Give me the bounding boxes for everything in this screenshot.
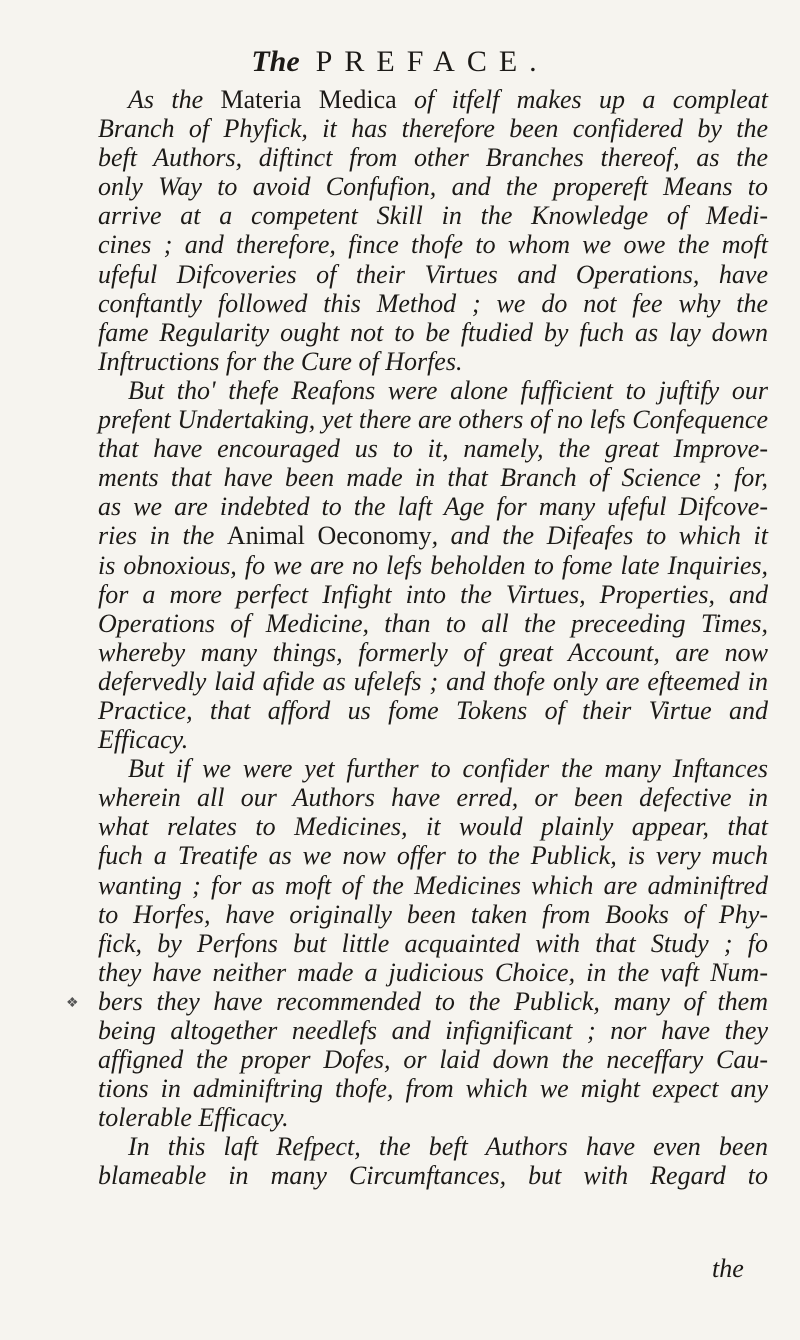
text-line [98, 841, 768, 870]
italic-text: beft Authors, diftinct from other Branches thereof, as the [98, 143, 768, 173]
text-line [98, 405, 768, 434]
text-line [98, 1161, 768, 1190]
text-line [98, 812, 768, 841]
italic-text: being altogether needlefs and infignificant ; nor have they [98, 1016, 768, 1045]
text-line [98, 900, 768, 929]
roman-text: Animal Oeconomy [226, 521, 432, 551]
italic-text: , and the Difeafes to which it [431, 521, 768, 551]
text-line [98, 609, 768, 638]
italic-text: cines ; and therefore, fince thofe to whom we owe the moft [98, 230, 768, 260]
text-line [98, 1132, 768, 1161]
text-line [98, 580, 768, 609]
italic-text: ries in the [98, 521, 227, 551]
text-line [98, 754, 768, 783]
italic-text: In this laft Refpect, the beft Authors have even been [128, 1132, 768, 1162]
text-line [98, 289, 768, 318]
italic-text: for a more perfect Infight into the Virtues, Properties, and [98, 579, 768, 609]
text-line [98, 114, 768, 143]
italic-text: Branch of Phyfick, it has therefore been confidered by the [98, 114, 768, 144]
text-line [98, 521, 768, 550]
text-line [98, 318, 768, 347]
text-line [98, 85, 768, 114]
text-line [98, 492, 768, 521]
roman-text: Materia Medica [220, 85, 397, 114]
italic-text: fick, by Perfons but little acquainted with that Study ; fo [98, 928, 768, 958]
running-head [0, 44, 800, 80]
text-line [98, 463, 768, 492]
text-line [98, 987, 768, 1016]
text-line [98, 1045, 768, 1074]
italic-text: fame Regularity ought not to be ftudied by fuch as lay down [98, 317, 768, 347]
text-line [98, 347, 768, 376]
italic-text: ufeful Difcoveries of their Virtues and Operations, have [98, 259, 768, 289]
text-line [98, 667, 768, 696]
text-line [98, 1074, 768, 1103]
margin-mark-decoration: ❖ [66, 995, 79, 1011]
italic-text: But tho' thefe Reafons were alone fufficient to juftify our [128, 375, 768, 405]
running-head-the: The [251, 45, 300, 78]
text-line [98, 958, 768, 987]
text-line [98, 1103, 768, 1132]
text-line [98, 725, 768, 754]
text-line [98, 376, 768, 405]
italic-text: defervedly laid afide as ufelefs ; and thofe only are efteemed in [98, 666, 768, 696]
italic-text: But if we were yet further to confider the many Inftances [128, 754, 768, 784]
italic-text: only Way to avoid Confufion, and the propereft Means to [98, 172, 768, 202]
catchword: the [712, 1254, 744, 1283]
italic-text: as we are indebted to the laft Age for many ufeful Difcove- [98, 492, 768, 522]
text-line [98, 551, 768, 580]
text-line [98, 143, 768, 172]
italic-text: Inftructions for the Cure of Horfes. [98, 346, 463, 376]
italic-text: whereby many things, formerly of great Account, are now [98, 637, 768, 667]
italic-text: arrive at a competent Skill in the Knowledge of Medi- [98, 201, 768, 231]
text-line [98, 929, 768, 958]
italic-text: wherein all our Authors have erred, or been defective in [98, 783, 768, 813]
text-line [98, 230, 768, 259]
italic-text: to Horfes, have originally been taken from Books of Phy- [98, 899, 768, 929]
italic-text: Efficacy. [98, 725, 189, 755]
text-line [98, 172, 768, 201]
text-line [98, 783, 768, 812]
text-line [98, 434, 768, 463]
text-line [98, 201, 768, 230]
italic-text: fuch a Treatife as we now offer to the Publick, is very much [98, 841, 768, 871]
text-line [98, 1016, 768, 1045]
italic-text: As the [128, 85, 221, 114]
italic-text: ments that have been made in that Branch of Science ; for, [98, 463, 768, 493]
italic-text: Practice, that afford us fome Tokens of their Virtue and [98, 695, 768, 725]
italic-text: that have encouraged us to it, namely, the great Improve- [98, 434, 768, 464]
text-line [98, 260, 768, 289]
italic-text: wanting ; for as moft of the Medicines which are adminiftred [98, 870, 768, 900]
italic-text: of itfelf makes up a compleat [396, 85, 768, 114]
text-line [98, 871, 768, 900]
running-head-preface: PREFACE. [315, 45, 549, 78]
italic-text: what relates to Medicines, it would plainly appear, that [98, 812, 768, 842]
text-line [98, 638, 768, 667]
italic-text: Operations of Medicine, than to all the preceeding Times, [98, 608, 768, 638]
italic-text: bers they have recommended to the Publick, many of them [98, 986, 768, 1016]
italic-text: they have neither made a judicious Choice, in the vaft Num- [98, 957, 768, 987]
italic-text: prefent Undertaking, yet there are others of no lefs Confequence [98, 405, 768, 435]
italic-text: affigned the proper Dofes, or laid down the neceffary Cau- [98, 1045, 768, 1075]
text-line [98, 696, 768, 725]
body-text [98, 85, 768, 1191]
italic-text: tolerable Efficacy. [98, 1103, 289, 1133]
italic-text: blameable in many Circumftances, but with Regard to [98, 1161, 768, 1191]
italic-text: conftantly followed this Method ; we do not fee why the [98, 288, 768, 318]
italic-text: tions in adminiftring thofe, from which we might expect any [98, 1074, 768, 1104]
italic-text: is obnoxious, fo we are no lefs beholden to fome late Inquiries, [98, 550, 768, 580]
